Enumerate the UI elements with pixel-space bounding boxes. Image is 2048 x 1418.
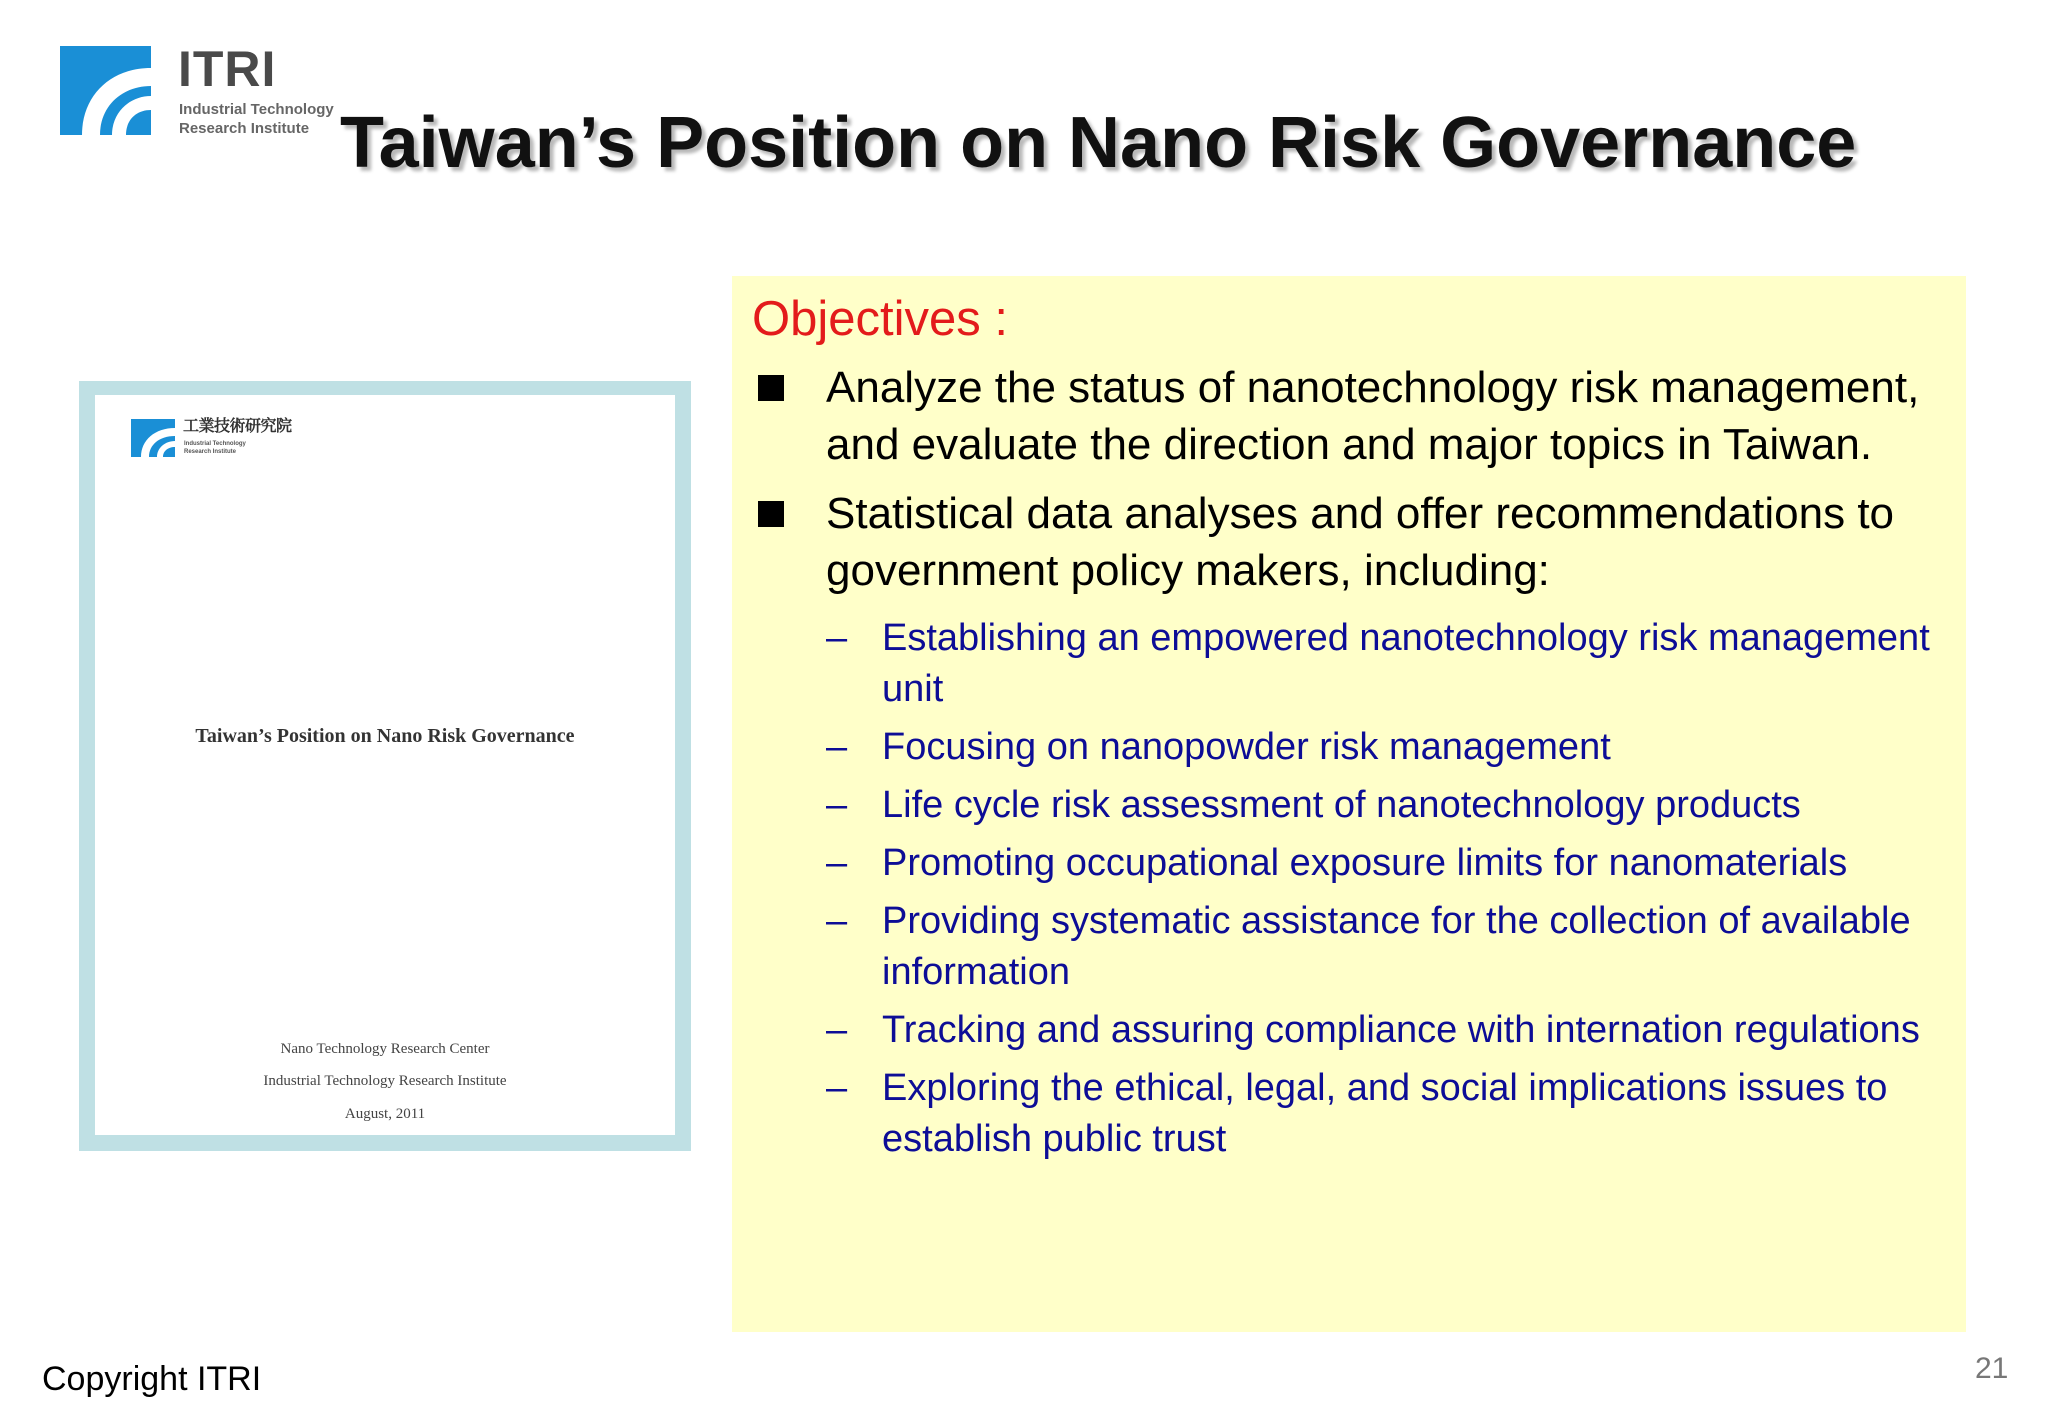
recommendation-text: Focusing on nanopowder risk management bbox=[882, 725, 1611, 768]
recommendation-text: Promoting occupational exposure limits for nanomaterials bbox=[882, 841, 1848, 884]
cover-footer-date: August, 2011 bbox=[344, 1106, 426, 1122]
itri-logo-mark-icon bbox=[60, 46, 151, 135]
square-bullet-icon bbox=[758, 501, 784, 527]
objective-bullet bbox=[752, 485, 1946, 1165]
dash-bullet-icon: – bbox=[826, 616, 848, 659]
itri-logo bbox=[60, 41, 360, 144]
recommendation-item bbox=[826, 613, 1946, 715]
objective-text: Statistical data analyses and offer recommendations to government policy makers, including: bbox=[826, 488, 1895, 595]
recommendation-item bbox=[826, 896, 1946, 998]
logo-subtitle-line1: Industrial Technology bbox=[179, 101, 334, 118]
objective-bullet bbox=[752, 359, 1946, 473]
cover-footer-line1: Nano Technology Research Center bbox=[280, 1041, 490, 1057]
recommendation-item bbox=[826, 1063, 1946, 1165]
page-number: 21 bbox=[1975, 1352, 2009, 1385]
recommendation-text: Establishing an empowered nanotechnology risk management unit bbox=[882, 616, 1930, 710]
square-bullet-icon bbox=[758, 375, 784, 401]
copyright-text: Copyright ITRI bbox=[42, 1360, 262, 1398]
objectives-heading: Objectives : bbox=[752, 292, 1008, 346]
recommendation-item bbox=[826, 1005, 1946, 1056]
cover-logo-cjk: 工業技術研究院 bbox=[183, 418, 292, 435]
cover-logo-mark-icon bbox=[131, 419, 175, 457]
logo-name: ITRI bbox=[178, 41, 277, 97]
recommendations-list bbox=[826, 613, 1946, 1165]
recommendation-text: Exploring the ethical, legal, and social implications issues to establish public trust bbox=[882, 1066, 1888, 1160]
report-cover-image bbox=[79, 381, 691, 1151]
page-title: Taiwan’s Position on Nano Risk Governance bbox=[340, 103, 1857, 183]
dash-bullet-icon: – bbox=[826, 1008, 848, 1051]
cover-title: Taiwan’s Position on Nano Risk Governance bbox=[195, 725, 575, 747]
recommendation-text: Life cycle risk assessment of nanotechnology products bbox=[882, 783, 1801, 826]
recommendation-item bbox=[826, 780, 1946, 831]
dash-bullet-icon: – bbox=[826, 1066, 848, 1109]
dash-bullet-icon: – bbox=[826, 899, 848, 942]
dash-bullet-icon: – bbox=[826, 783, 848, 826]
recommendation-text: Providing systematic assistance for the collection of available information bbox=[882, 899, 1911, 993]
dash-bullet-icon: – bbox=[826, 725, 848, 768]
recommendation-item bbox=[826, 838, 1946, 889]
objectives-box bbox=[732, 276, 1966, 1332]
report-cover-page bbox=[95, 395, 675, 1135]
objective-text: Analyze the status of nanotechnology risk management, and evaluate the direction and major topics in Taiwan. bbox=[826, 362, 1920, 469]
cover-logo-en-line2: Research Institute bbox=[184, 449, 237, 455]
logo-subtitle-line2: Research Institute bbox=[179, 120, 310, 137]
recommendation-item bbox=[826, 722, 1946, 773]
dash-bullet-icon: – bbox=[826, 841, 848, 884]
recommendation-text: Tracking and assuring compliance with internation regulations bbox=[882, 1008, 1920, 1051]
objectives-list bbox=[752, 359, 1946, 1165]
cover-logo-en-line1: Industrial Technology bbox=[184, 441, 246, 447]
cover-footer-line2: Industrial Technology Research Institute bbox=[263, 1073, 507, 1089]
